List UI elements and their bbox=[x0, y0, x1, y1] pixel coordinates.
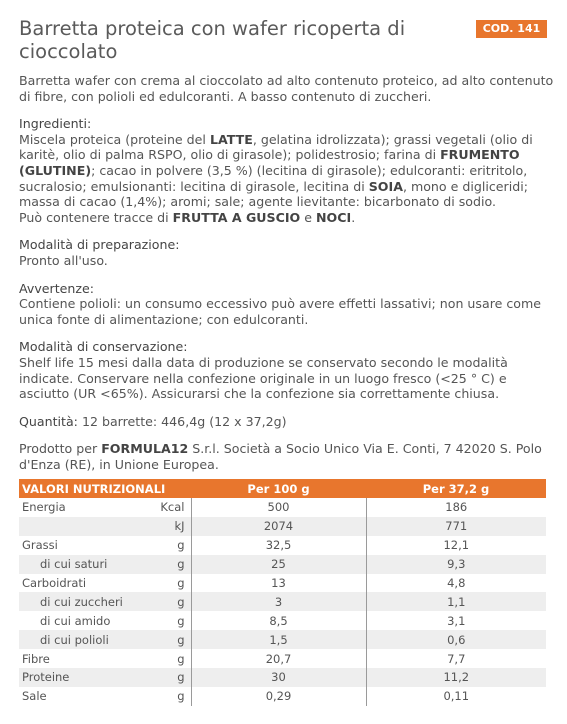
value-per-bar: 1,1 bbox=[366, 592, 546, 611]
allergen-walnuts: NOCI bbox=[316, 209, 352, 225]
warnings-label: Avvertenze: bbox=[19, 280, 94, 296]
nutrition-header-per100: Per 100 g bbox=[191, 479, 366, 498]
nutrient-cell bbox=[19, 517, 191, 536]
quantity-label: Quantità: bbox=[19, 413, 78, 429]
traces-text: Può contenere tracce di bbox=[19, 209, 173, 225]
product-code-badge: COD. 141 bbox=[476, 20, 547, 38]
producer-text: S.r.l. Società a Socio Unico Via E. Conti, 7 42020 S. Polo d'Enza (RE), in Unione Europea. bbox=[19, 441, 542, 472]
preparation-section bbox=[19, 237, 554, 268]
nutrition-header-title: VALORI NUTRIZIONALI bbox=[19, 479, 191, 498]
nutrient-name: Energia bbox=[22, 500, 66, 515]
value-per-100g: 0,29 bbox=[191, 687, 366, 706]
nutrient-name: Carboidrati bbox=[22, 576, 87, 590]
warnings-section bbox=[19, 281, 554, 328]
product-title: Barretta proteica con wafer ricoperta di cioccolato bbox=[19, 17, 406, 63]
storage-section bbox=[19, 339, 554, 401]
value-per-bar: 4,8 bbox=[366, 574, 546, 593]
value-per-100g: 20,7 bbox=[191, 649, 366, 668]
ingredients-text: Miscela proteica (proteine del bbox=[19, 131, 210, 147]
nutrient-cell bbox=[19, 630, 191, 649]
nutrient-cell bbox=[19, 536, 191, 555]
value-per-bar: 7,7 bbox=[366, 649, 546, 668]
nutrient-cell bbox=[19, 574, 191, 593]
quantity-section bbox=[19, 414, 554, 430]
nutrient-name: di cui amido bbox=[40, 613, 111, 628]
traces-text: . bbox=[351, 209, 356, 225]
nutrient-cell bbox=[19, 668, 191, 687]
nutrition-row bbox=[19, 592, 546, 611]
value-per-100g: 2074 bbox=[191, 517, 366, 536]
nutrient-unit: g bbox=[177, 613, 185, 628]
nutrient-name: Sale bbox=[22, 689, 47, 704]
nutrition-header-row bbox=[19, 479, 546, 498]
value-per-100g: 1,5 bbox=[191, 630, 366, 649]
nutrient-unit: g bbox=[177, 557, 185, 572]
nutrient-name: di cui polioli bbox=[40, 632, 109, 647]
ingredients-text: , gelatina idrolizzata); grassi vegetali (olio di karitè, olio di palma RSPO, olio di girasole); polidestrosio; farina di bbox=[19, 131, 533, 163]
warnings-text: Contiene polioli: un consumo eccessivo può avere effetti lassativi; non usare come unica fonte di alimentazione; con edulcoranti. bbox=[19, 296, 541, 327]
nutrient-unit: g bbox=[177, 651, 185, 666]
nutrition-header-perbar: Per 37,2 g bbox=[366, 479, 546, 498]
value-per-100g: 8,5 bbox=[191, 611, 366, 630]
nutrient-unit: g bbox=[177, 632, 185, 647]
value-per-bar: 0,6 bbox=[366, 630, 546, 649]
value-per-bar: 12,1 bbox=[366, 536, 546, 555]
nutrient-cell bbox=[19, 592, 191, 611]
allergen-wheat: FRUMENTO (GLUTINE) bbox=[19, 147, 520, 178]
ingredients-text: , mono e digliceridi; massa di cacao (1,4%); aromi; sale; agente lievitante: bicarbonato di sodio. bbox=[19, 178, 528, 210]
nutrition-row bbox=[19, 574, 546, 593]
nutrient-unit: g bbox=[177, 594, 185, 609]
product-description: Barretta wafer con crema al cioccolato ad alto contenuto proteico, ad alto contenuto di fibre, con polioli ed edulcoranti. A basso contenuto di zuccheri. bbox=[19, 73, 554, 104]
nutrient-name: di cui saturi bbox=[40, 557, 108, 572]
nutrition-row bbox=[19, 536, 546, 555]
nutrient-name: Proteine bbox=[22, 670, 70, 685]
allergen-milk: LATTE bbox=[209, 131, 253, 147]
nutrient-name bbox=[19, 519, 22, 533]
nutrient-name: Fibre bbox=[22, 651, 50, 666]
nutrient-unit: g bbox=[177, 576, 185, 590]
nutrient-name: di cui zuccheri bbox=[40, 594, 123, 609]
allergen-soy: SOIA bbox=[368, 178, 403, 194]
nutrient-cell bbox=[19, 611, 191, 630]
quantity-text: 12 barrette: 446,4g (12 x 37,2g) bbox=[77, 413, 287, 429]
value-per-bar: 11,2 bbox=[366, 668, 546, 687]
value-per-bar: 3,1 bbox=[366, 611, 546, 630]
ingredients-text: ; cacao in polvere (3,5 %) (lecitina di girasole); edulcoranti: eritritolo, sucralosio; emulsionanti: lecitina di girasole, lecitina di bbox=[19, 162, 528, 194]
value-per-100g: 500 bbox=[191, 498, 366, 517]
nutrient-unit: g bbox=[177, 689, 185, 704]
nutrition-row bbox=[19, 498, 546, 517]
preparation-text: Pronto all'uso. bbox=[19, 252, 108, 268]
nutrient-cell bbox=[19, 649, 191, 668]
product-info bbox=[19, 73, 554, 486]
preparation-label: Modalità di preparazione: bbox=[19, 237, 180, 253]
traces-text: e bbox=[300, 209, 316, 225]
nutrition-table bbox=[19, 479, 546, 706]
nutrition-row bbox=[19, 611, 546, 630]
value-per-bar: 771 bbox=[366, 517, 546, 536]
value-per-bar: 9,3 bbox=[366, 555, 546, 574]
producer-text: Prodotto per bbox=[19, 441, 102, 457]
producer-section bbox=[19, 441, 554, 472]
value-per-100g: 25 bbox=[191, 555, 366, 574]
nutrient-unit: kJ bbox=[174, 519, 185, 534]
nutrition-row bbox=[19, 687, 546, 706]
value-per-bar: 186 bbox=[366, 498, 546, 517]
nutrition-row bbox=[19, 649, 546, 668]
value-per-bar: 0,11 bbox=[366, 687, 546, 706]
storage-label: Modalità di conservazione: bbox=[19, 339, 188, 355]
nutrition-row bbox=[19, 517, 546, 536]
nutrient-cell bbox=[19, 687, 191, 706]
nutrient-unit: g bbox=[177, 670, 185, 685]
producer-brand: FORMULA12 bbox=[101, 441, 189, 457]
allergen-nuts: FRUTTA A GUSCIO bbox=[172, 209, 301, 225]
nutrient-cell bbox=[19, 498, 191, 517]
nutrition-row bbox=[19, 555, 546, 574]
nutrient-name: Grassi bbox=[22, 538, 58, 553]
ingredients-label: Ingredienti: bbox=[19, 116, 92, 132]
nutrient-unit: Kcal bbox=[160, 500, 185, 515]
value-per-100g: 30 bbox=[191, 668, 366, 687]
nutrient-unit: g bbox=[177, 538, 185, 553]
value-per-100g: 3 bbox=[191, 592, 366, 611]
value-per-100g: 32,5 bbox=[191, 536, 366, 555]
nutrition-row bbox=[19, 668, 546, 687]
value-per-100g: 13 bbox=[191, 574, 366, 593]
ingredients-section bbox=[19, 116, 554, 225]
nutrient-cell bbox=[19, 555, 191, 574]
nutrition-row bbox=[19, 630, 546, 649]
storage-text: Shelf life 15 mesi dalla data di produzione se conservato secondo le modalità indicate. Conservare nella confezione originale in un luogo fresco (<25 ° C) e asciutto (UR <65%). Assicurarsi che la confezione sia correttamente chiusa. bbox=[19, 354, 508, 402]
